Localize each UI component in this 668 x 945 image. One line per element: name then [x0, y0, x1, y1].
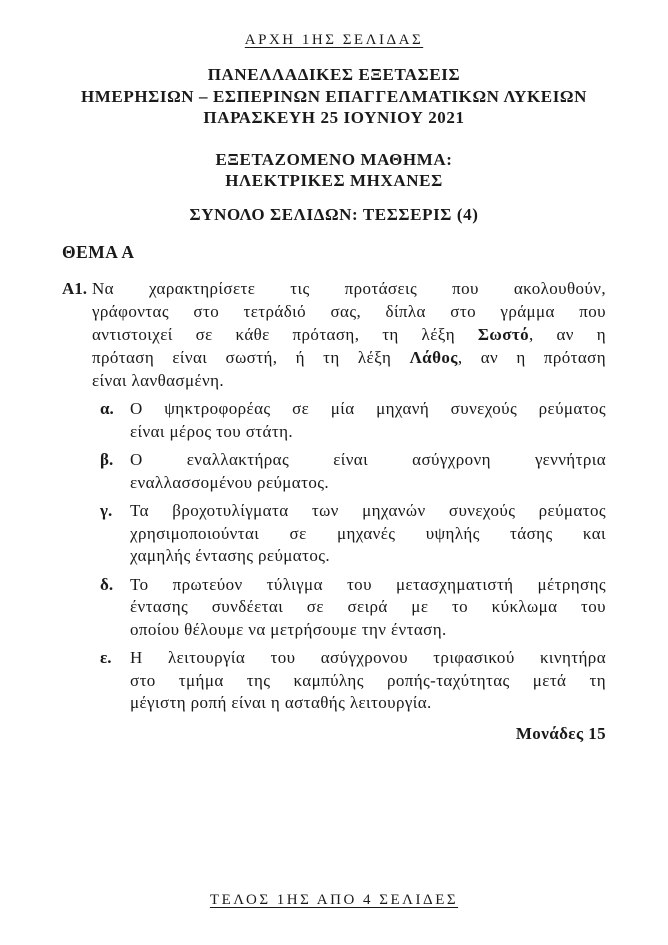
subject-label: ΕΞΕΤΑΖΟΜΕΝΟ ΜΑΘΗΜΑ: — [215, 149, 453, 169]
total-pages-line: ΣΥΝΟΛΟ ΣΕΛΙΔΩΝ: ΤΕΣΣΕΡΙΣ (4) — [189, 204, 479, 224]
header-exam-date: ΠΑΡΑΣΚΕΥΗ 25 ΙΟΥΝΙΟΥ 2021 — [203, 108, 465, 127]
statement-gamma — [100, 500, 606, 568]
statement-beta-text: Ο εναλλακτήρας είναι ασύγχρονη γεννήτρια εναλλασσομένου ρεύματος. — [130, 450, 606, 492]
statement-gamma-text: Τα βροχοτυλίγματα των μηχανών συνεχούς ρεύματος χρησιμοποιούνται σε μηχανές υψηλής τάσης και χαμηλής έντασης ρεύματος. — [130, 501, 606, 565]
page-start-marker — [0, 0, 668, 49]
statement-gamma-letter: γ. — [100, 501, 113, 520]
exam-body — [0, 242, 668, 745]
statement-epsilon-letter: ε. — [100, 648, 112, 667]
header-exams-title: ΠΑΝΕΛΛΑΔΙΚΕΣ ΕΞΕΤΑΣΕΙΣ — [207, 65, 461, 84]
page-start-marker-text: ΑΡΧΗ 1ΗΣ ΣΕΛΙΔΑΣ — [244, 32, 424, 48]
theme-a-heading: ΘΕΜΑ Α — [62, 242, 135, 262]
statement-epsilon-text: Η λειτουργία του ασύγχρονου τριφασικού κινητήρα στο τμήμα της καμπύλης ροπής-ταχύτητας μετά τη μέγιστη ροπή είναι η ασταθής λειτουργία. — [130, 648, 606, 712]
question-a1-number: Α1. — [62, 279, 88, 298]
statement-alpha-text: Ο ψηκτροφορέας σε μία μηχανή συνεχούς ρεύματος είναι μέρος του στάτη. — [130, 399, 606, 441]
statement-epsilon — [100, 647, 606, 715]
question-a1-text: Να χαρακτηρίσετε τις προτάσεις που ακολουθούν, γράφοντας στο τετράδιό σας, δίπλα στο γράμμα που αντιστοιχεί σε κάθε πρόταση, τη λέξη Σωστό, αν η πρόταση είναι σωστή, ή τη λέξη Λάθος, αν η πρόταση είναι λανθασμένη. — [92, 279, 606, 390]
points-label: Μονάδες 15 — [515, 723, 606, 743]
statement-alpha — [100, 398, 606, 443]
subject-name: ΗΛΕΚΤΡΙΚΕΣ ΜΗΧΑΝΕΣ — [225, 171, 443, 190]
statement-delta-text: Το πρωτεύον τύλιγμα του μετασχηματιστή μέτρησης έντασης συνδέεται σε σειρά με το κύκλωμα του οποίου θέλουμε να μετρήσουμε την ένταση. — [130, 574, 606, 639]
statement-beta — [100, 449, 606, 494]
question-a1 — [62, 277, 606, 392]
header-school-types: ΗΜΕΡΗΣΙΩΝ – ΕΣΠΕΡΙΝΩΝ ΕΠΑΓΓΕΛΜΑΤΙΚΩΝ ΛΥΚΕΙΩΝ — [80, 86, 588, 106]
statement-alpha-letter: α. — [100, 399, 114, 418]
subject-block — [0, 149, 668, 192]
page-end-marker — [0, 891, 668, 909]
statement-delta-letter: δ. — [100, 574, 114, 594]
statement-delta — [100, 574, 606, 642]
statement-beta-letter: β. — [100, 450, 114, 469]
exam-header — [0, 64, 668, 129]
page-end-marker-text: ΤΕΛΟΣ 1ΗΣ ΑΠΟ 4 ΣΕΛΙΔΕΣ — [209, 892, 459, 908]
